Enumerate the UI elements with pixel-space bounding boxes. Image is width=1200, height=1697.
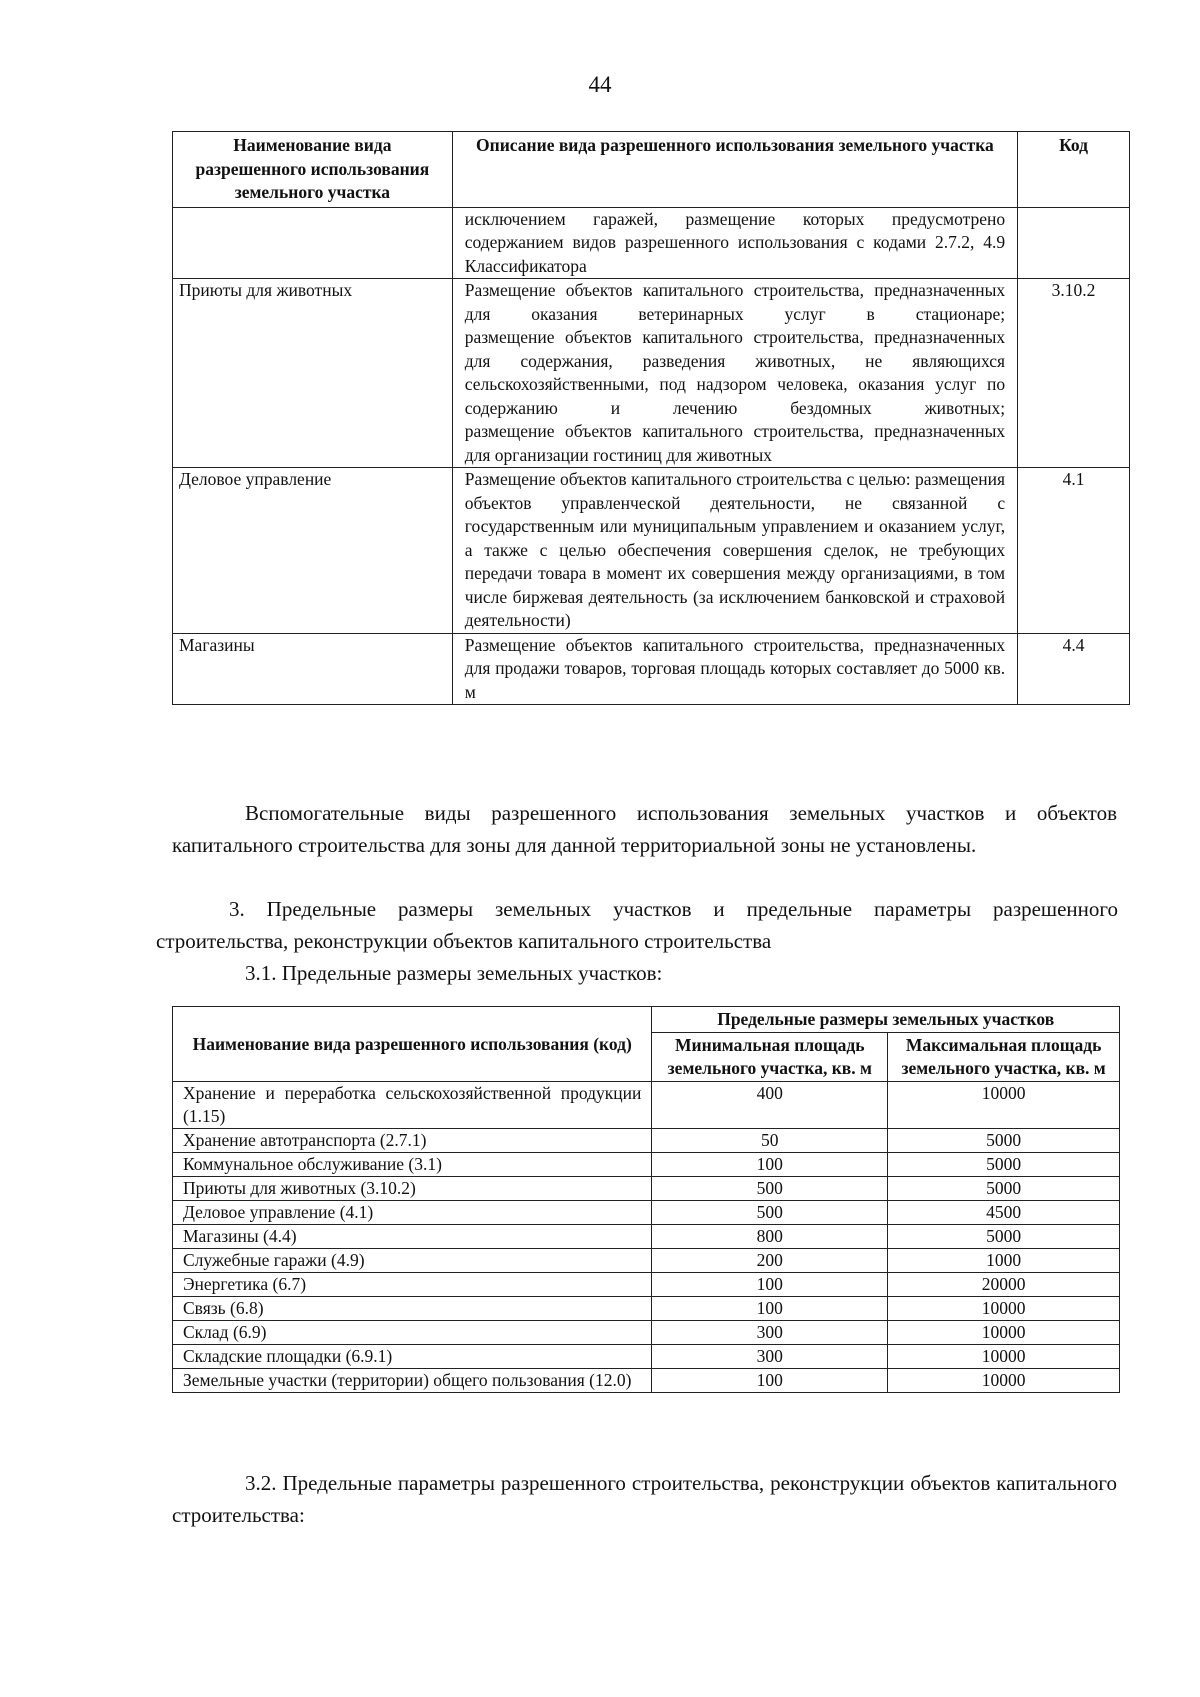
- description-paragraph: Размещение объектов капитального строительства с целью: размещения объектов управленческой деятельности, не связанной с государственным или муниципальным управлением и оказанием услуг, а также с целью обеспечения совершения сделок, не требующих передачи товара в момент их совершения между организациями, в том числе биржевая деятельность (за исключением банковской и страховой деятельности): [464, 469, 1006, 630]
- plot-use-name: Деловое управление (4.1): [183, 1202, 374, 1222]
- plot-use-name: Склад (6.9): [183, 1322, 267, 1342]
- use-code-cell: [1018, 207, 1130, 279]
- plot-sizes-body: [173, 1082, 1120, 1393]
- page-number: 44: [588, 72, 612, 97]
- use-name-cell: Приюты для животных: [173, 279, 453, 468]
- header-size-group: Предельные размеры земельных участков: [652, 1007, 1120, 1033]
- table-row: [173, 1225, 1120, 1249]
- use-code-cell: 4.1: [1018, 468, 1130, 634]
- plot-use-name-cell: [173, 1297, 652, 1321]
- continuation-text: исключением гаражей, размещение которых предусмотрено содержанием видов разрешенного использования с кодами 2.7.2, 4.9 Классификатора: [464, 208, 1006, 276]
- header-use-name: Наименование вида разрешенного использования земельного участка: [173, 132, 453, 208]
- min-area-cell: 100: [652, 1153, 888, 1177]
- section-3-heading: 3. Предельные размеры земельных участков и предельные параметры разрешенного строительства, реконструкции объектов капитального строительства: [156, 897, 1118, 953]
- max-area-cell: 5000: [888, 1225, 1120, 1249]
- plot-use-name-cell: [173, 1177, 652, 1201]
- section-3-1-heading: 3.1. Предельные размеры земельных участков:: [245, 961, 663, 985]
- plot-use-name-cell: [173, 1345, 652, 1369]
- max-area-cell: 1000: [888, 1249, 1120, 1273]
- use-name-cell: Деловое управление: [173, 468, 453, 634]
- min-area-cell: 100: [652, 1369, 888, 1393]
- plot-use-name: Хранение и переработка сельскохозяйственной продукции (1.15): [183, 1083, 642, 1126]
- plot-use-name-cell: [173, 1129, 652, 1153]
- max-area-cell: 10000: [888, 1321, 1120, 1345]
- table-row: [173, 1297, 1120, 1321]
- section-3-2-heading: 3.2. Предельные параметры разрешенного строительства, реконструкции объектов капитального строительства:: [172, 1471, 1117, 1527]
- plot-use-name-cell: [173, 1273, 652, 1297]
- table-row: [173, 633, 1130, 705]
- min-area-cell: 800: [652, 1225, 888, 1249]
- max-area-cell: 10000: [888, 1345, 1120, 1369]
- header-max-area: Максимальная площадь земельного участка, кв. м: [888, 1033, 1120, 1082]
- table-row: [173, 1249, 1120, 1273]
- max-area-cell: 4500: [888, 1201, 1120, 1225]
- plot-use-name: Хранение автотранспорта (2.7.1): [183, 1130, 427, 1150]
- plot-use-name-cell: [173, 1321, 652, 1345]
- use-code-cell: 4.4: [1018, 633, 1130, 705]
- min-area-cell: 100: [652, 1297, 888, 1321]
- max-area-cell: 5000: [888, 1129, 1120, 1153]
- plot-use-name: Земельные участки (территории) общего пользования (12.0): [183, 1370, 632, 1390]
- max-area-cell: 5000: [888, 1153, 1120, 1177]
- table-header-row: [173, 132, 1130, 208]
- table-row: [173, 207, 1130, 279]
- use-description-cell: [452, 633, 1017, 705]
- table-header-row: [173, 1007, 1120, 1033]
- header-use-description: Описание вида разрешенного использования земельного участка: [452, 132, 1017, 208]
- plot-use-name: Магазины (4.4): [183, 1226, 297, 1246]
- table-row: [173, 468, 1130, 634]
- plot-use-name: Коммунальное обслуживание (3.1): [183, 1154, 442, 1174]
- min-area-cell: 300: [652, 1321, 888, 1345]
- table-row: [173, 1321, 1120, 1345]
- header-use-name-code: Наименование вида разрешенного использования (код): [173, 1007, 652, 1082]
- min-area-cell: 500: [652, 1201, 888, 1225]
- header-use-code: Код: [1018, 132, 1130, 208]
- description-paragraph: размещение объектов капитального строительства, предназначенных для организации гостиниц для животных: [464, 421, 1006, 465]
- plot-use-name-cell: [173, 1201, 652, 1225]
- plot-use-name-cell: [173, 1225, 652, 1249]
- table-row: [173, 279, 1130, 468]
- plot-use-name-cell: [173, 1082, 652, 1129]
- max-area-cell: 10000: [888, 1297, 1120, 1321]
- use-name-cell: Магазины: [173, 633, 453, 705]
- plot-use-name-cell: [173, 1153, 652, 1177]
- description-paragraph: размещение объектов капитального строительства, предназначенных для содержания, разведения животных, не являющихся сельскохозяйственными, под надзором человека, оказания услуг по содержанию и лечению бездомных животных;: [464, 327, 1006, 418]
- max-area-cell: 20000: [888, 1273, 1120, 1297]
- plot-use-name-cell: [173, 1369, 652, 1393]
- plot-use-name: Связь (6.8): [183, 1298, 264, 1318]
- max-area-cell: 10000: [888, 1369, 1120, 1393]
- plot-use-name: Складские площадки (6.9.1): [183, 1346, 393, 1366]
- table-row: [173, 1153, 1120, 1177]
- permitted-uses-table: [172, 131, 1130, 705]
- table-row: [173, 1177, 1120, 1201]
- description-paragraph: Размещение объектов капитального строительства, предназначенных для продажи товаров, торговая площадь которых составляет до 5000 кв. м: [464, 634, 1006, 702]
- plot-use-name-cell: [173, 1249, 652, 1273]
- table-row: [173, 1201, 1120, 1225]
- use-code-cell: 3.10.2: [1018, 279, 1130, 468]
- plot-use-name: Энергетика (6.7): [183, 1274, 307, 1294]
- min-area-cell: 300: [652, 1345, 888, 1369]
- use-description-cell: [452, 207, 1017, 279]
- plot-sizes-table: [172, 1006, 1120, 1393]
- use-description-cell: [452, 279, 1017, 468]
- table-row: [173, 1273, 1120, 1297]
- use-name-cell: [173, 207, 453, 279]
- description-paragraph: Размещение объектов капитального строительства, предназначенных для оказания ветеринарных услуг в стационаре;: [464, 280, 1006, 324]
- min-area-cell: 50: [652, 1129, 888, 1153]
- use-description-cell: [452, 468, 1017, 634]
- max-area-cell: 10000: [888, 1082, 1120, 1129]
- plot-use-name: Приюты для животных (3.10.2): [183, 1178, 416, 1198]
- auxiliary-uses-paragraph: Вспомогательные виды разрешенного использования земельных участков и объектов капитального строительства для зоны для данной территориальной зоны не установлены.: [172, 801, 1117, 857]
- min-area-cell: 500: [652, 1177, 888, 1201]
- min-area-cell: 200: [652, 1249, 888, 1273]
- plot-use-name: Служебные гаражи (4.9): [183, 1250, 365, 1270]
- table-row: [173, 1345, 1120, 1369]
- max-area-cell: 5000: [888, 1177, 1120, 1201]
- header-min-area: Минимальная площадь земельного участка, кв. м: [652, 1033, 888, 1082]
- min-area-cell: 100: [652, 1273, 888, 1297]
- table-row: [173, 1369, 1120, 1393]
- table-row: [173, 1082, 1120, 1129]
- min-area-cell: 400: [652, 1082, 888, 1129]
- table-row: [173, 1129, 1120, 1153]
